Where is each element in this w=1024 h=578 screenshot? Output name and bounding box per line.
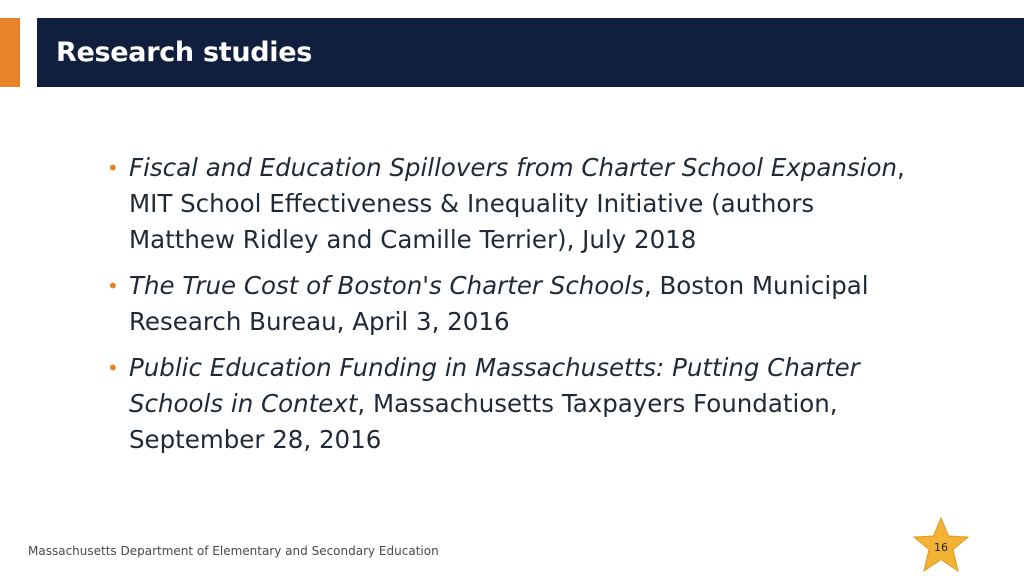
study-source: , MIT School Effectiveness & Inequality Initiative (authors Matthew Ridley and Camille Terrier), July 2018 [129,153,905,254]
bullet-list [107,150,927,468]
page-title: Research studies [56,37,313,68]
list-item [107,150,927,258]
bullet-icon: • [107,156,119,180]
study-source: , Massachusetts Taxpayers Foundation, September 28, 2016 [129,389,838,454]
study-title: Public Education Funding in Massachusetts: Putting Charter Schools in Context [129,353,860,418]
bullet-icon: • [107,356,119,380]
study-title: The True Cost of Boston's Charter Schools [129,271,644,300]
list-item [107,268,927,340]
study-title: Fiscal and Education Spillovers from Charter School Expansion [129,153,897,182]
page-number: 16 [934,540,948,554]
bullet-icon: • [107,274,119,298]
footer-org: Massachusetts Department of Elementary and Secondary Education [28,544,439,558]
title-bar [37,18,1024,87]
list-item [107,350,927,458]
study-source: , Boston Municipal Research Bureau, April 3, 2016 [129,271,869,336]
accent-bar [0,18,20,87]
page-number-badge [910,516,972,574]
